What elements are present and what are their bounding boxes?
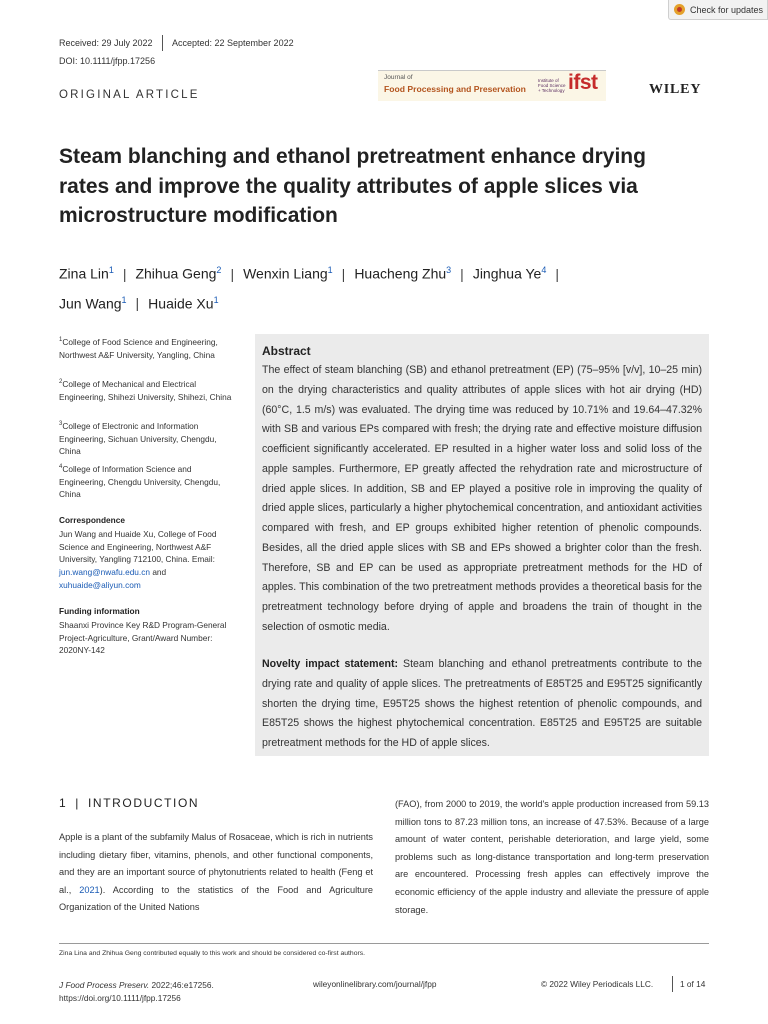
author-affiliation-marker: 1 [327, 265, 333, 275]
check-for-updates-label: Check for updates [690, 4, 764, 15]
author-separator: | [135, 295, 140, 312]
author-affiliation-marker: 1 [108, 265, 114, 275]
doi-url[interactable]: https://doi.org/10.1111/jfpp.17256 [59, 992, 181, 1003]
intro-paragraph-right: (FAO), from 2000 to 2019, the world's apple production increased from 59.13 million tons to 87.23 million tons, an increase of 47.53%. Because of a large amount of water content, perishable deterioration, and large yield, some problems such as long-distance transportation and long-term preservation are encountered. Processing fresh apples can effectively improve the economic efficiency of the apple industry and alleviate the pressure of apple storage. [395, 799, 709, 915]
publisher-logo: WILEY [649, 82, 702, 97]
affiliation-1: $^1$College of Food Science and Engineering, Northwest A&F University, Yangling, China [59, 336, 218, 360]
correspondence-heading: Correspondence [59, 515, 125, 525]
funding-text: Shaanxi Province Key R&D Program-General Project-Agriculture, Grant/Award Number: 2020NY-142 [59, 620, 227, 656]
correspondence-text: Jun Wang and Huaide Xu, College of Food Science and Engineering, Northwest A&F University, Yangling 712100, China. Email: jun.wang@nwafu.edu.cn and xuhuaide@aliyun.com [59, 529, 217, 590]
page-divider [672, 976, 673, 992]
author-affiliation-marker: 4 [541, 265, 547, 275]
abstract-heading: Abstract [262, 344, 311, 358]
author-name[interactable]: Jun Wang [59, 295, 122, 312]
author-separator: | [230, 265, 235, 282]
author-separator: | [555, 265, 559, 282]
email-link-1[interactable]: jun.wang@nwafu.edu.cn [59, 567, 150, 578]
author-affiliation-marker: 2 [216, 265, 222, 275]
ifst-institute-text: Institute of Food Science + Technology [538, 78, 566, 93]
author-name[interactable]: Huacheng Zhu [354, 265, 447, 282]
author-affiliation-marker: 3 [446, 265, 452, 275]
author-name[interactable]: Huaide Xu [148, 295, 214, 312]
author-list [59, 257, 699, 316]
meta-divider [162, 35, 163, 51]
page-number: 1 of 14 [680, 979, 706, 989]
copyright: © 2022 Wiley Periodicals LLC. [541, 979, 654, 989]
author-affiliation-marker: 1 [213, 294, 219, 305]
novelty-text: Steam blanching and ethanol pretreatments contribute to the drying rate and quality of apple slices. The pretreatments of E85T25 and E95T25 significantly shorten the drying time, E95T25 shows the highest retention of phenolic compounds, and E85T25 shows the highest phytochemical concentration. E85T25 and E95T25 are suitable pretreatment methods for the HD of apple slices. [262, 658, 702, 749]
journal-url[interactable]: wileyonlinelibrary.com/journal/jfpp [313, 979, 437, 989]
affiliation-2: $^2$College of Mechanical and Electrical Engineering, Shihezi University, Shihezi, China [59, 378, 232, 402]
author-name[interactable]: Zina Lin [59, 265, 109, 282]
abstract-text: The effect of steam blanching (SB) and ethanol pretreatment (EP) (75–95% [v/v], 10–25 min) on the drying characteristics and quality attributes of apple slices with hot air drying (HD) (60°C, 1.5 m/s) was evaluated. The drying time was reduced by 10.71% and 19.64–47.32% with SB and various EPs compared with fresh; the drying rate and effective moisture diffusion coefficient significantly accelerated. EP resulted in a higher water loss and solid loss of the apple samples. Furthermore, EP greatly affected the rehydration rate and microstructure of dried apple slices. In addition, SB and EP played a positive role in improving the quality of dried apple slices, particularly a higher phytochemical concentration, and antioxidant activities compared with fresh, and EP groups exhibited higher retention of phenolic compounds. Besides, all the dried apple slices with SB and EPs showed a brighter color than the fresh. Therefore, SB and EP can be used as appropriate pretreatment methods for the HD of apples. This combination of the two pretreatment methods provides a theoretical basis for the pretreatment technology before drying of apple and broadens the train of thought in the selection of osmotic media. [262, 364, 702, 633]
author-name[interactable]: Zhihua Geng [135, 265, 217, 282]
article-type: ORIGINAL ARTICLE [59, 89, 200, 101]
author-name[interactable]: Jinghua Ye [472, 265, 542, 282]
affiliation-4: $^4$College of Information Science and Engineering, Chengdu University, Chengdu, China [59, 463, 221, 500]
ifst-logo: ifst [568, 71, 598, 94]
intro-paragraph-left: Apple is a plant of the subfamily Malus of Rosaceae, which is rich in nutrients including dietary fiber, vitamins, phenols, and other functional components, and they are an important source of phytonutrients related to health (Feng et al., 2021). According to the statistics of the Food and Agriculture Organization of the United Nations [59, 832, 374, 913]
section-heading-introduction: 1 | INTRODUCTION [59, 796, 200, 810]
author-name[interactable]: Wenxin Liang [243, 265, 328, 282]
novelty-statement [262, 655, 702, 754]
footnote-divider [59, 943, 709, 944]
footnote: Zina Lina and Zhihua Geng contributed equally to this work and should be considered co-first authors. [59, 950, 366, 957]
journal-word: Journal of [384, 74, 413, 81]
journal-citation: J Food Process Preserv. 2022;46:e17256. https://doi.org/10.1111/jfpp.17256 [59, 980, 214, 1003]
affiliation-3: $^3$College of Electronic and Information Engineering, Sichuan University, Chengdu, China [59, 420, 217, 457]
funding-heading: Funding information [59, 606, 140, 616]
article-title: Steam blanching and ethanol pretreatment enhance drying rates and improve the quality attributes of apple slices via microstructure modification [59, 145, 646, 227]
author-separator: | [460, 265, 464, 282]
author-affiliation-marker: 1 [121, 294, 127, 305]
received-date: Received: 29 July 2022 [59, 38, 153, 48]
author-separator: | [341, 265, 346, 282]
author-separator: | [122, 265, 127, 282]
journal-name: Food Processing and Preservation [384, 84, 526, 94]
check-for-updates-button[interactable] [668, 0, 768, 20]
email-link-2[interactable]: xuhuaide@aliyun.com [59, 579, 141, 590]
novelty-label: Novelty impact statement: [262, 658, 399, 670]
crossmark-icon [674, 4, 685, 15]
doi-text: DOI: 10.1111/jfpp.17256 [59, 56, 156, 66]
citation-link[interactable]: 2021 [79, 884, 100, 895]
accepted-date: Accepted: 22 September 2022 [172, 38, 294, 48]
